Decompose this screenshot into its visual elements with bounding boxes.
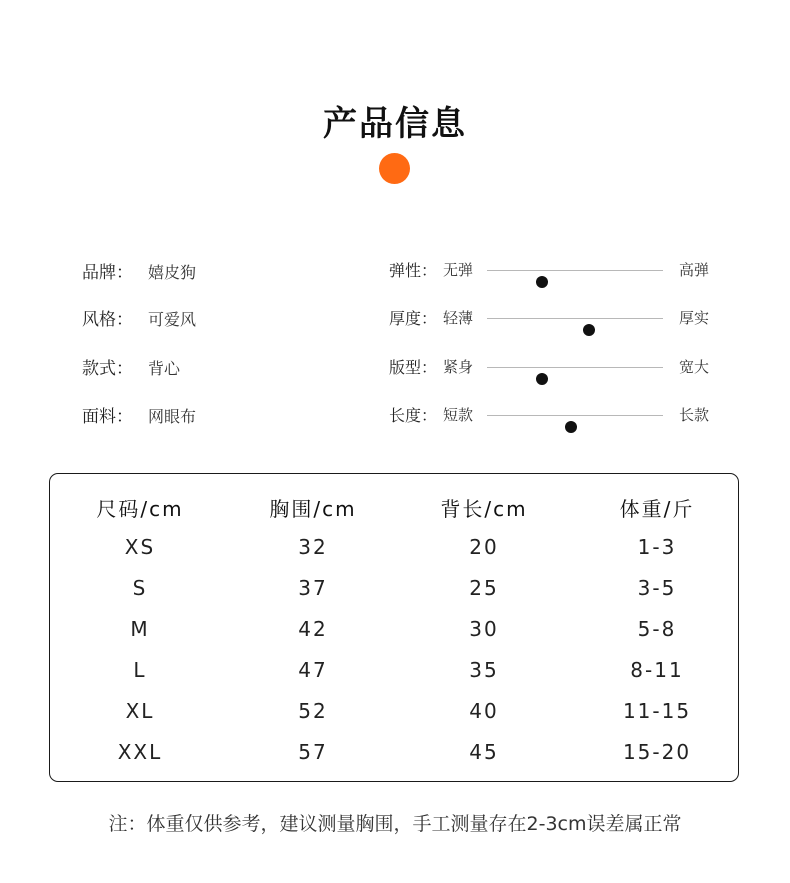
info-row-style <box>82 305 196 330</box>
table-cell: 25 <box>469 576 499 600</box>
table-cell: 32 <box>298 535 328 559</box>
attr-high-label: 长款 <box>679 406 710 424</box>
table-cell: 45 <box>469 740 499 764</box>
attr-scale-dot <box>536 373 548 385</box>
info-value: 可爱风 <box>148 310 197 329</box>
table-header-chest: 胸围/cm <box>269 497 357 521</box>
attr-low-label: 短款 <box>443 406 474 424</box>
attr-scale-line <box>487 367 663 368</box>
accent-dot <box>379 153 410 184</box>
attr-row-elasticity <box>389 258 719 282</box>
table-cell: 15-20 <box>622 740 692 764</box>
attr-row-fit <box>389 355 719 379</box>
attr-label: 厚度： <box>389 309 438 328</box>
attr-label: 版型： <box>389 358 438 377</box>
table-cell: L <box>133 658 147 682</box>
page-title: 产品信息 <box>323 104 467 144</box>
table-cell: XS <box>124 535 156 559</box>
table-cell: 47 <box>298 658 328 682</box>
info-row-type <box>82 354 180 379</box>
table-cell: XXL <box>117 740 163 764</box>
attr-label: 长度： <box>389 406 438 425</box>
attr-row-length <box>389 403 719 427</box>
info-value: 背心 <box>148 359 181 378</box>
attr-row-thickness <box>389 306 719 330</box>
footnote: 注：体重仅供参考，建议测量胸围，手工测量存在2-3cm误差属正常 <box>108 813 682 835</box>
info-label: 风格： <box>82 310 133 330</box>
table-cell: 3-5 <box>637 576 677 600</box>
table-cell: 20 <box>469 535 499 559</box>
table-cell: 11-15 <box>622 699 692 723</box>
table-cell: 35 <box>469 658 499 682</box>
info-row-fabric <box>82 402 196 427</box>
info-value: 嬉皮狗 <box>148 263 197 282</box>
table-cell: 8-11 <box>630 658 684 682</box>
attr-scale-line <box>487 415 663 416</box>
attr-scale-dot <box>583 324 595 336</box>
table-cell: 57 <box>298 740 328 764</box>
table-cell: 30 <box>469 617 499 641</box>
table-cell: 1-3 <box>637 535 677 559</box>
table-cell: M <box>130 617 150 641</box>
info-label: 面料： <box>82 407 133 427</box>
table-cell: 5-8 <box>637 617 677 641</box>
size-table <box>49 473 739 782</box>
info-label: 品牌： <box>82 263 133 283</box>
attr-scale-line <box>487 270 663 271</box>
info-value: 网眼布 <box>148 407 197 426</box>
table-cell: 52 <box>298 699 328 723</box>
attr-low-label: 轻薄 <box>443 309 474 327</box>
attr-low-label: 紧身 <box>443 358 474 376</box>
attr-high-label: 高弹 <box>679 261 710 279</box>
table-header-back-length: 背长/cm <box>440 497 528 521</box>
attr-high-label: 厚实 <box>679 309 710 327</box>
info-label: 款式： <box>82 359 133 379</box>
info-row-brand <box>82 258 196 283</box>
table-cell: 37 <box>298 576 328 600</box>
table-cell: 40 <box>469 699 499 723</box>
table-cell: 42 <box>298 617 328 641</box>
attr-scale-line <box>487 318 663 319</box>
table-header-size: 尺码/cm <box>96 497 184 521</box>
attr-scale-dot <box>536 276 548 288</box>
attr-low-label: 无弹 <box>443 261 474 279</box>
table-cell: XL <box>125 699 155 723</box>
attr-high-label: 宽大 <box>679 358 710 376</box>
attr-label: 弹性： <box>389 261 438 280</box>
table-cell: S <box>132 576 148 600</box>
attr-scale-dot <box>565 421 577 433</box>
table-header-weight: 体重/斤 <box>619 497 695 521</box>
